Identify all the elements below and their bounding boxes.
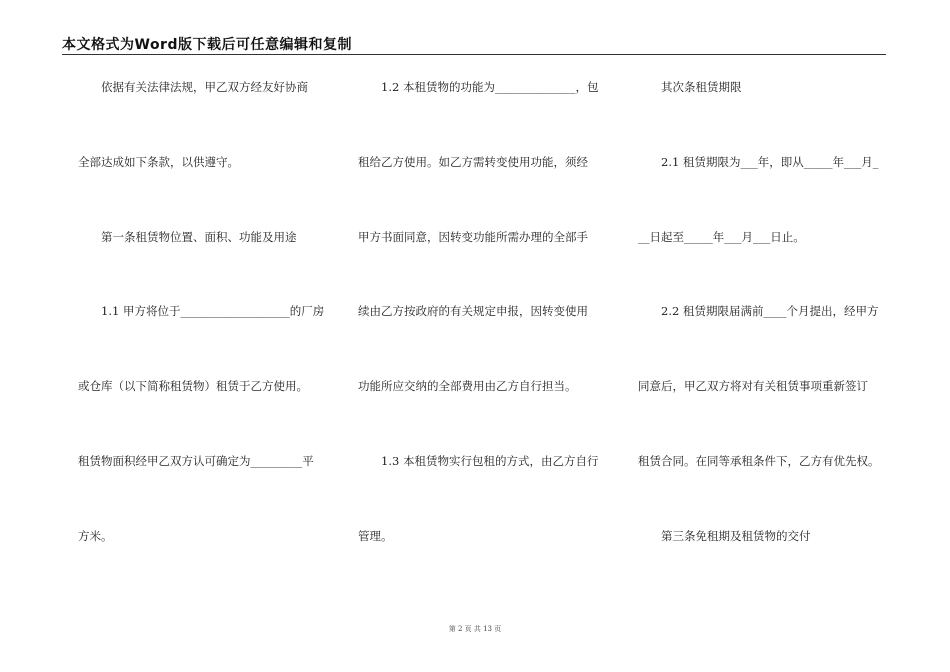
text-line: 续由乙方按政府的有关规定申报，因转变使用	[358, 304, 588, 318]
text-line: __日起至_____年___月___日止。	[638, 230, 805, 244]
text-line: 租赁物面积经甲乙双方认可确定为_________平	[78, 454, 314, 468]
text-line: 第三条免租期及租赁物的交付	[638, 529, 811, 543]
text-line: 管理。	[358, 529, 393, 543]
text-column-1	[78, 0, 328, 672]
text-line: 租给乙方使用。如乙方需转变使用功能，须经	[358, 155, 588, 169]
text-line: 1.2 本租赁物的功能为______________，包	[358, 80, 599, 94]
text-line: 1.3 本租赁物实行包租的方式，由乙方自行	[358, 454, 599, 468]
header-title: 本文格式为Word版下载后可任意编辑和复制	[62, 37, 352, 53]
text-line: 2.1 租赁期限为___年，即从_____年___月_	[638, 155, 879, 169]
text-line: 方米。	[78, 529, 113, 543]
text-line: 同意后，甲乙双方将对有关租赁事项重新签订	[638, 379, 868, 393]
page-number: 第 2 页 共 13 页	[448, 625, 502, 633]
text-column-3	[638, 0, 888, 672]
text-line: 2.2 租赁期限届满前____个月提出，经甲方	[638, 304, 879, 318]
text-column-2	[358, 0, 608, 672]
text-line: 依据有关法律法规，甲乙双方经友好协商	[78, 80, 308, 94]
text-line: 第一条租赁物位置、面积、功能及用途	[78, 230, 297, 244]
text-line: 全部达成如下条款，以供遵守。	[78, 155, 239, 169]
text-line: 甲方书面同意，因转变功能所需办理的全部手	[358, 230, 588, 244]
text-line: 或仓库（以下简称租赁物）租赁于乙方使用。	[78, 379, 308, 393]
text-line: 其次条租赁期限	[638, 80, 742, 94]
text-line: 功能所应交纳的全部费用由乙方自行担当。	[358, 379, 577, 393]
text-line: 租赁合同。在同等承租条件下，乙方有优先权。	[638, 454, 880, 468]
text-line: 1.1 甲方将位于___________________的厂房	[78, 304, 325, 318]
